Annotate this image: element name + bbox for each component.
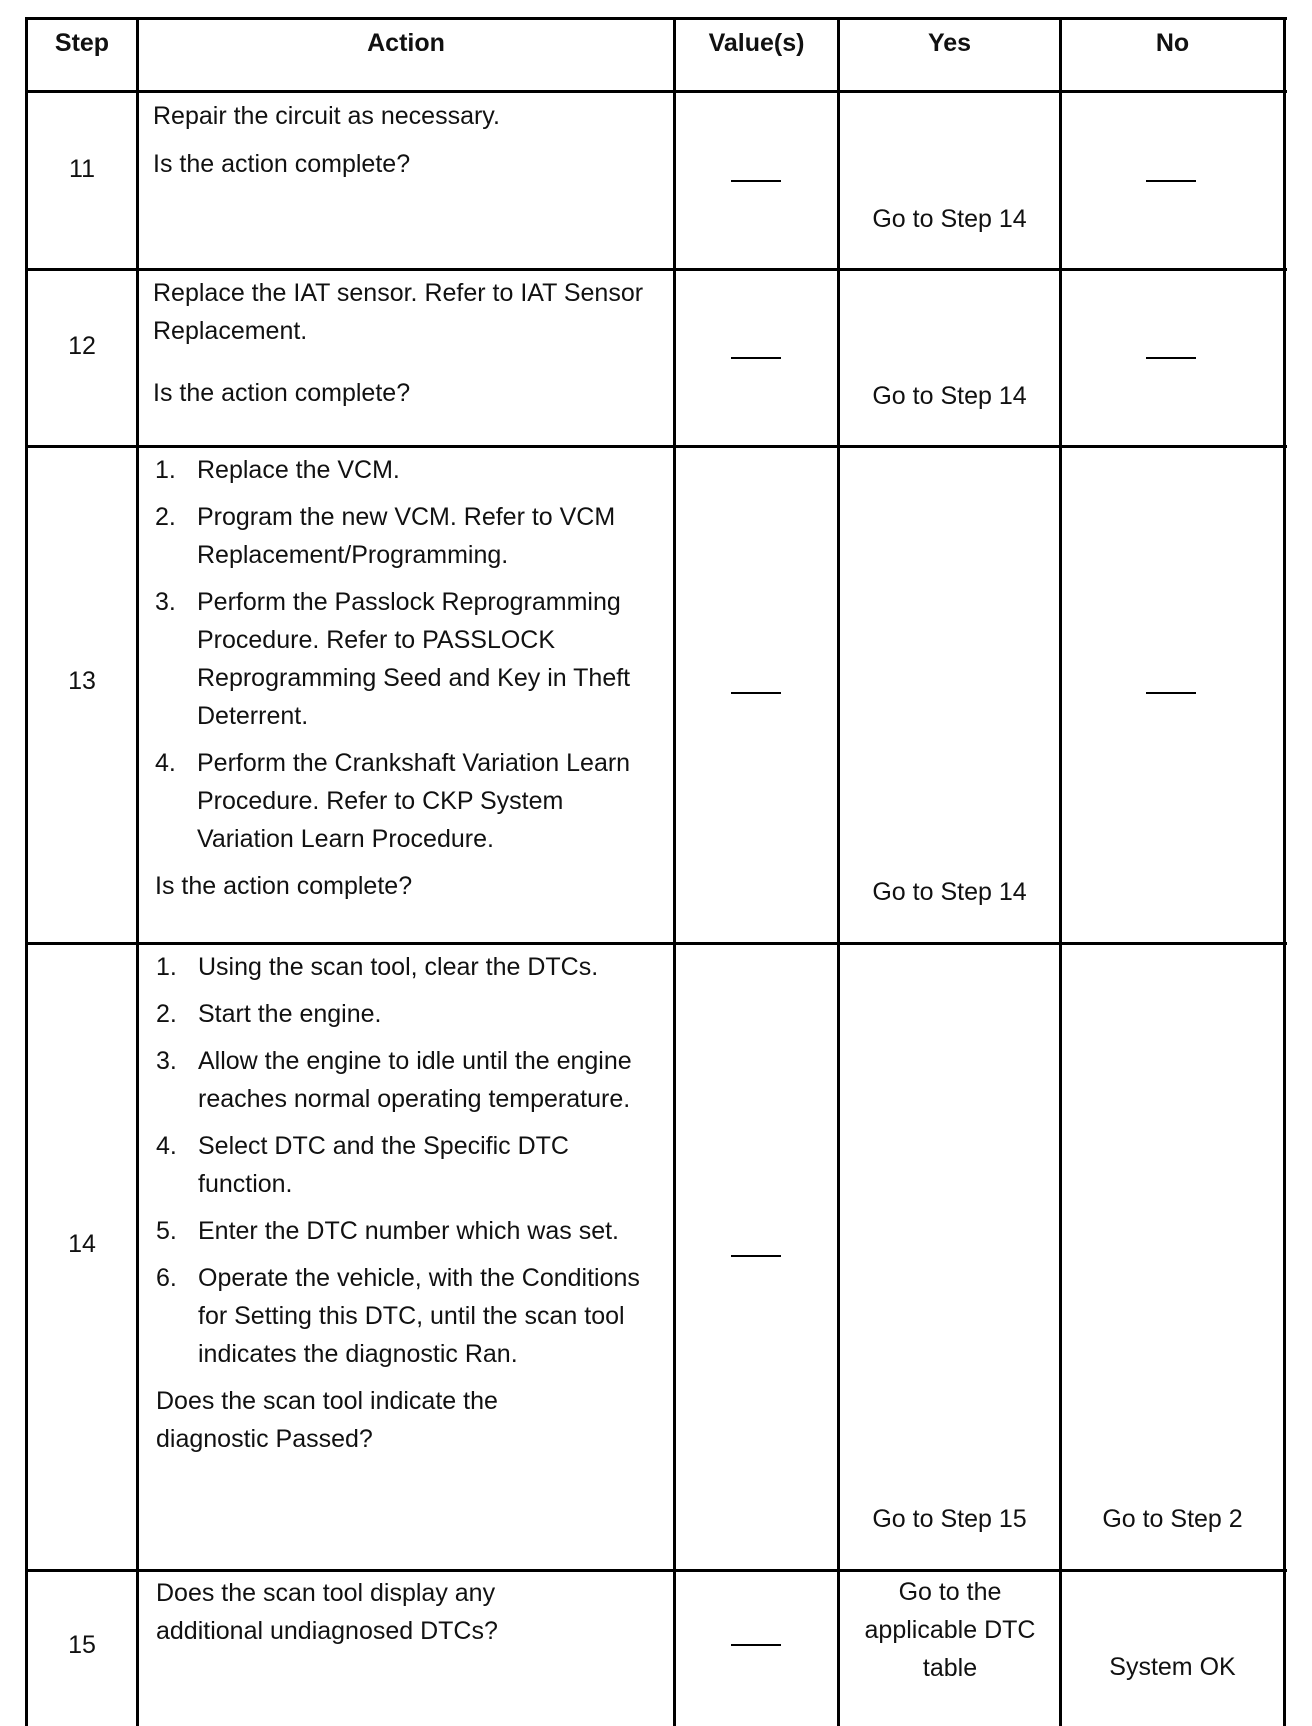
value-dash [731,357,781,359]
col-line [837,17,840,1726]
list-item-number: 3. [155,588,176,616]
list-item-number: 1. [155,456,176,484]
header-action: Action [367,29,445,57]
row-action [155,451,665,905]
list-item-text: Perform the Passlock Reprogramming Procedure. Refer to PASSLOCK Reprogramming Seed and Key in Theft Deterrent. [197,588,631,730]
list-item-text: Program the new VCM. Refer to VCM Replacement/Programming. [197,503,616,569]
row-yes: Go to Step 15 [872,1505,1027,1533]
action-question: Is the action complete? [153,150,411,178]
list-item [155,744,665,858]
action-text: Replace the IAT sensor. Refer to IAT Sensor Replacement. [153,279,644,345]
list-item-text: Replace the VCM. [197,456,400,484]
list-item-number: 1. [156,953,177,981]
list-item [155,498,665,574]
action-question: Does the scan tool indicate the diagnostic Passed? [156,1387,498,1453]
header-divider [25,90,1287,93]
row-divider [25,942,1287,945]
list-item-number: 4. [155,749,176,777]
no-dash [1146,692,1196,694]
value-dash [731,1644,781,1646]
table-border-top [25,17,1287,20]
list-item-text: Using the scan tool, clear the DTCs. [198,953,599,981]
list-item-number: 6. [156,1264,177,1292]
col-line [673,17,676,1726]
list-item [156,1259,670,1373]
col-line [25,17,28,1726]
row-step-number: 11 [69,155,95,183]
action-text: Repair the circuit as necessary. [153,102,500,130]
row-action [153,97,663,183]
header-values: Value(s) [708,29,805,57]
row-divider [25,268,1287,271]
list-item-text: Perform the Crankshaft Variation Learn Procedure. Refer to CKP System Variation Learn Procedure. [197,749,631,853]
header-yes: Yes [927,29,972,57]
row-step-number: 14 [68,1230,96,1258]
list-item [156,948,670,986]
no-dash [1146,357,1196,359]
row-divider [25,445,1287,448]
list-item-number: 2. [155,503,176,531]
col-line [1283,17,1286,1726]
value-dash [731,692,781,694]
row-divider [25,1569,1287,1572]
row-step-number: 15 [68,1631,96,1659]
list-item [156,1212,670,1250]
no-dash [1146,180,1196,182]
row-yes: Go to Step 14 [872,382,1027,410]
row-yes: Go to Step 14 [872,878,1027,906]
action-step-list [156,948,670,1373]
list-item-number: 5. [156,1217,177,1245]
list-item-number: 3. [156,1047,177,1075]
row-yes: Go to Step 14 [872,205,1027,233]
list-item [156,995,670,1033]
list-item-text: Start the engine. [198,1000,382,1028]
list-item-text: Select DTC and the Specific DTC function. [198,1132,569,1198]
list-item [156,1127,670,1203]
row-action [153,274,653,412]
row-no: System OK [1109,1653,1236,1681]
action-question: Does the scan tool display any additional undiagnosed DTCs? [156,1579,498,1645]
row-yes: Go to the applicable DTC table [864,1578,1036,1682]
action-step-list [155,451,665,858]
action-question: Is the action complete? [153,379,411,407]
row-action [156,948,670,1458]
col-line [1059,17,1062,1726]
list-item [155,451,665,489]
header-no: No [1155,29,1190,57]
value-dash [731,1255,781,1257]
list-item-number: 2. [156,1000,177,1028]
list-item-number: 4. [156,1132,177,1160]
header-step: Step [54,29,110,57]
list-item-text: Allow the engine to idle until the engine reaches normal operating temperature. [198,1047,632,1113]
list-item-text: Enter the DTC number which was set. [198,1217,619,1245]
row-action [156,1574,556,1650]
list-item-text: Operate the vehicle, with the Conditions for Setting this DTC, until the scan tool indicates the diagnostic Ran. [198,1264,640,1368]
action-question: Is the action complete? [155,872,413,900]
list-item [155,583,665,735]
list-item [156,1042,670,1118]
value-dash [731,180,781,182]
row-step-number: 12 [68,332,96,360]
row-no: Go to Step 2 [1102,1505,1243,1533]
col-line [136,17,139,1726]
row-step-number: 13 [68,667,96,695]
